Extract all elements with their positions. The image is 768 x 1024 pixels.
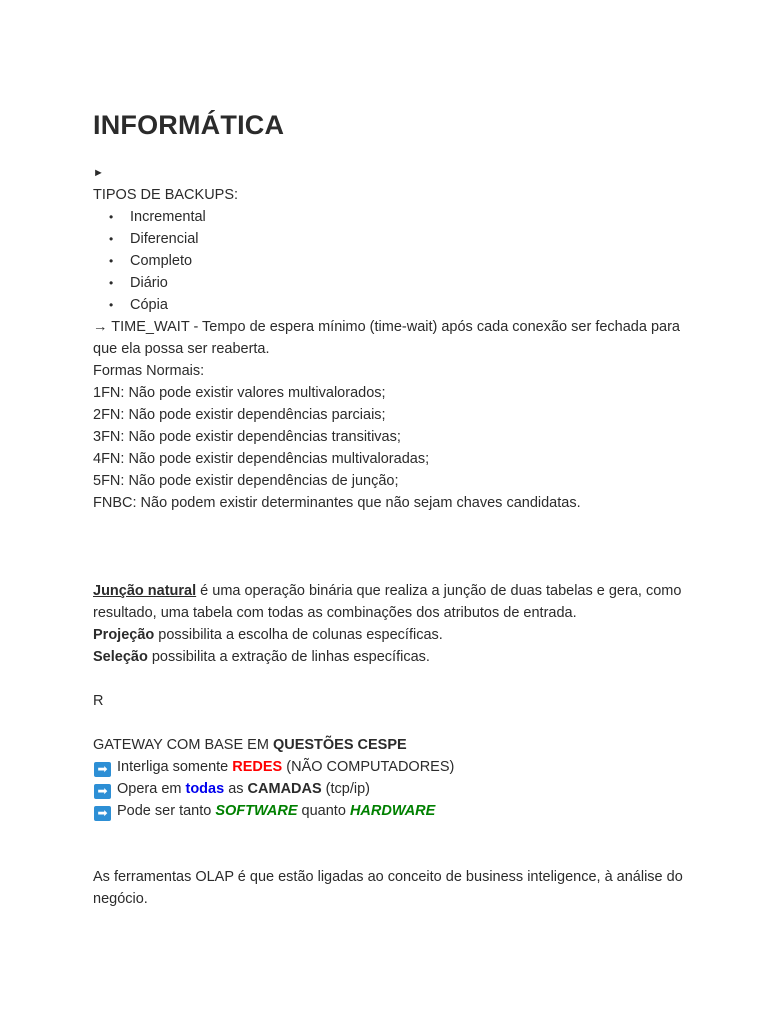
document-content [93, 100, 683, 910]
projection-term: Projeção [93, 627, 155, 643]
backups-heading: TIPOS DE BACKUPS: [93, 187, 239, 203]
normal-form-item: 5FN: Não pode existir dependências de junção; [93, 473, 399, 489]
selection-term: Seleção [93, 649, 148, 665]
triangle-marker-icon: ► [93, 167, 104, 179]
arrow-right-icon: ➡ [94, 784, 111, 799]
single-letter: R [93, 693, 104, 709]
bullet-icon: • [109, 232, 114, 246]
gateway-line-1: ➡ Interliga somente REDES (NÃO COMPUTADORES) [93, 756, 683, 778]
page-title: INFORMÁTICA [93, 110, 285, 140]
join-term: Junção natural [93, 583, 197, 599]
join-paragraph-continued: resultado, uma tabela com todas as combinações dos atributos de entrada. [93, 605, 577, 621]
normal-form-item: FNBC: Não podem existir determinantes que não sejam chaves candidatas. [93, 495, 581, 511]
join-paragraph: Junção natural é uma operação binária que realiza a junção de duas tabelas e gera, como [93, 583, 682, 599]
time-wait-line-2: que ela possa ser reaberta. [93, 341, 270, 357]
normal-forms-heading: Formas Normais: [93, 363, 205, 379]
gateway-line-2: ➡ Opera em todas as CAMADAS (tcp/ip) [93, 778, 683, 800]
bullet-icon: • [109, 276, 114, 290]
projection-paragraph: Projeção possibilita a escolha de colunas específicas. [93, 627, 443, 643]
list-item: • Diferencial [93, 228, 683, 250]
normal-form-item: 1FN: Não pode existir valores multivalorados; [93, 385, 386, 401]
olap-paragraph-continued: negócio. [93, 891, 148, 907]
arrow-right-icon: ➡ [94, 762, 111, 777]
normal-form-item: 2FN: Não pode existir dependências parciais; [93, 407, 386, 423]
list-item: • Incremental [93, 206, 683, 228]
list-item: • Completo [93, 250, 683, 272]
list-item: • Diário [93, 272, 683, 294]
time-wait-line-1: → TIME_WAIT - Tempo de espera mínimo (time-wait) após cada conexão ser fechada para [93, 319, 680, 335]
gateway-line-3: ➡ Pode ser tanto SOFTWARE quanto HARDWARE [93, 800, 683, 822]
olap-paragraph: As ferramentas OLAP é que estão ligadas ao conceito de business inteligence, à análise do [93, 869, 683, 885]
bullet-icon: • [109, 254, 114, 268]
bullet-icon: • [109, 298, 114, 312]
selection-paragraph: Seleção possibilita a extração de linhas específicas. [93, 649, 430, 665]
normal-form-item: 4FN: Não pode existir dependências multivaloradas; [93, 451, 430, 467]
backup-types-list [93, 206, 683, 316]
list-item: • Cópia [93, 294, 683, 316]
gateway-heading: GATEWAY COM BASE EM QUESTÕES CESPE [93, 737, 407, 753]
bullet-icon: • [109, 210, 114, 224]
normal-form-item: 3FN: Não pode existir dependências transitivas; [93, 429, 401, 445]
arrow-right-icon: ➡ [94, 806, 111, 821]
